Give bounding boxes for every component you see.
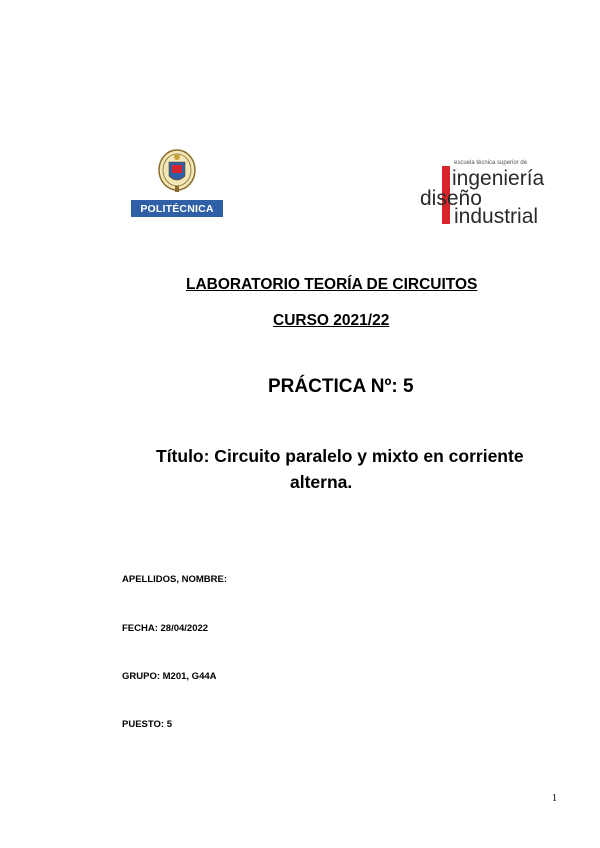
practica-number: PRÁCTICA Nº: 5 bbox=[268, 376, 414, 397]
upm-name-text: POLITÉCNICA bbox=[140, 202, 214, 215]
etsidi-word-2: diseño bbox=[420, 187, 482, 210]
etsidi-logo bbox=[418, 160, 548, 228]
field-puesto: PUESTO: 5 bbox=[122, 719, 172, 730]
field-grupo: GRUPO: M201, G44A bbox=[122, 671, 217, 682]
field-fecha: FECHA: 28/04/2022 bbox=[122, 623, 209, 634]
field-apellidos-nombre: APELLIDOS, NOMBRE: bbox=[122, 574, 228, 585]
upm-seal-icon bbox=[157, 148, 197, 196]
etsidi-top-line: escuela técnica superior de bbox=[454, 160, 528, 166]
etsidi-word-1: ingeniería bbox=[452, 167, 545, 190]
practice-title-line-2: alterna. bbox=[290, 472, 353, 492]
page-number: 1 bbox=[552, 793, 557, 804]
upm-logo bbox=[131, 148, 223, 218]
lab-title: LABORATORIO TEORÍA DE CIRCUITOS bbox=[186, 276, 478, 293]
etsidi-word-3: industrial bbox=[454, 205, 539, 228]
practice-title-line-1: Título: Circuito paralelo y mixto en corriente bbox=[156, 446, 524, 466]
course-title: CURSO 2021/22 bbox=[273, 312, 390, 329]
upm-name-band bbox=[131, 200, 223, 217]
